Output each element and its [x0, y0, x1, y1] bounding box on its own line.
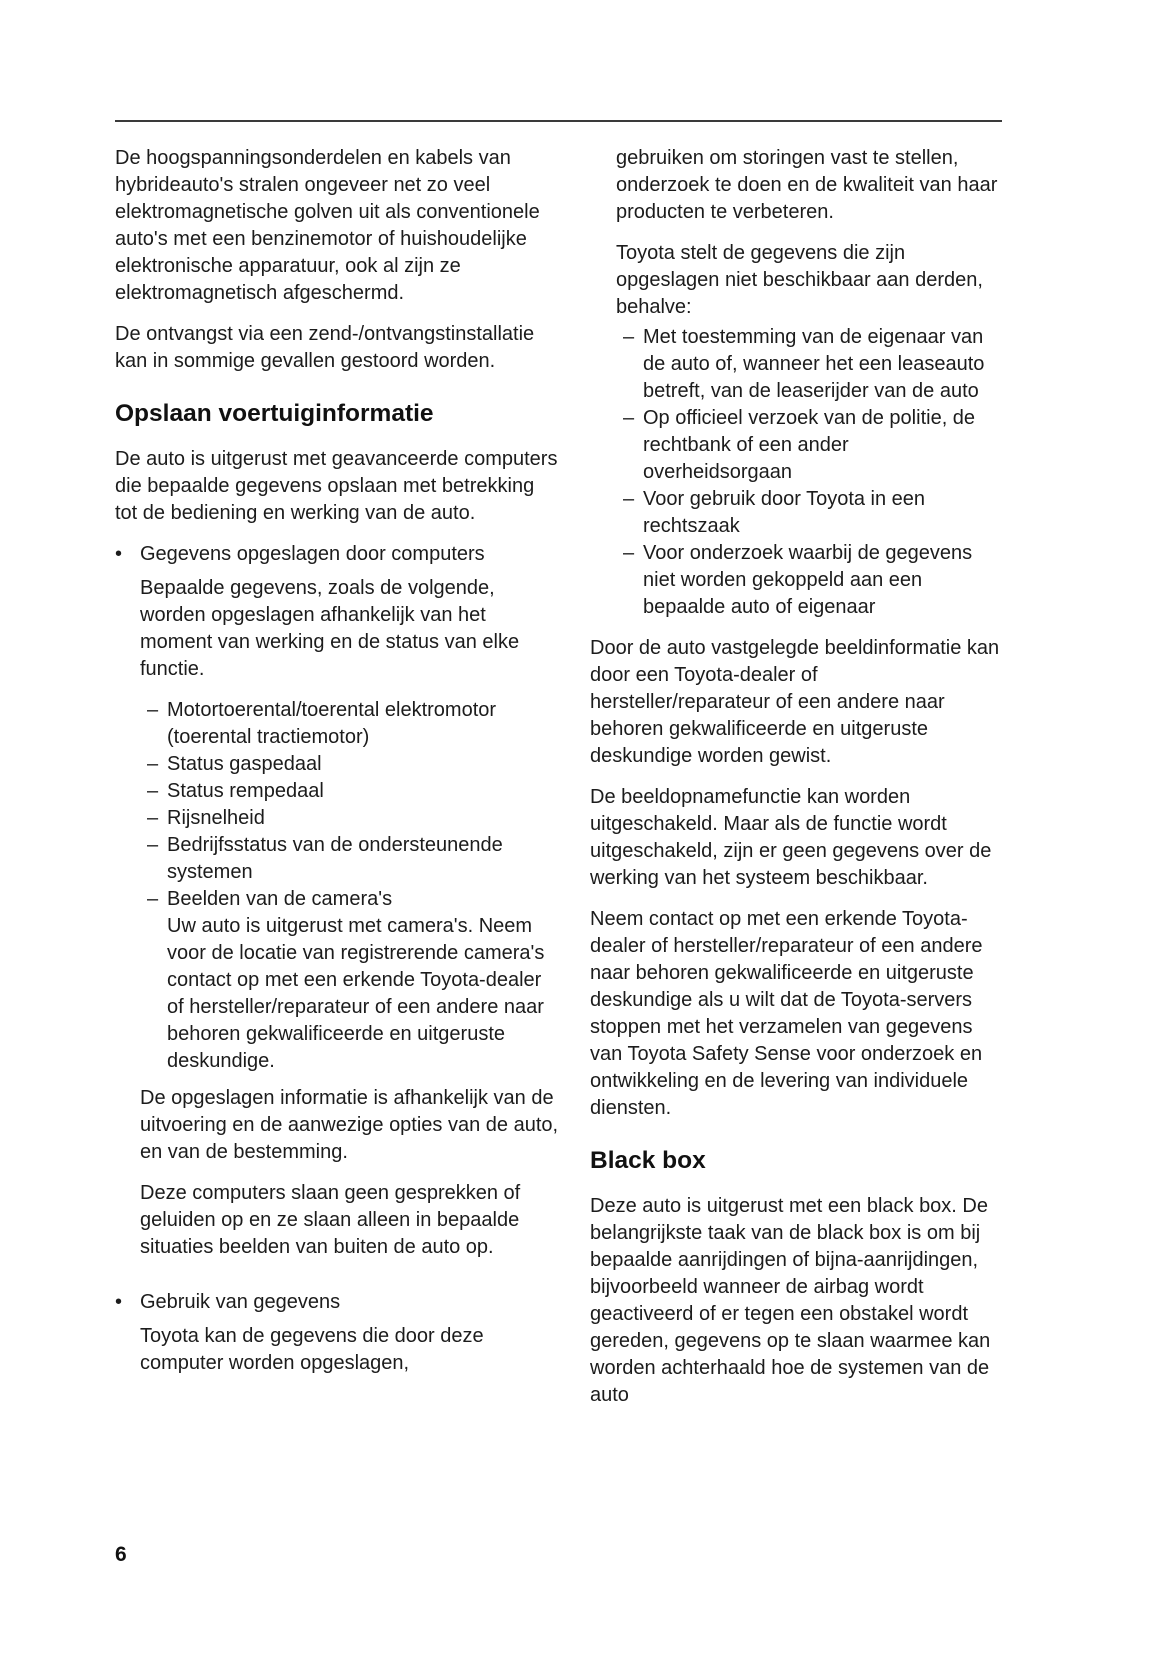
paragraph-contact: Neem contact op met een erkende Toyota-dealer of hersteller/reparateur of een andere naar behoren gekwalificeerde en uitgeruste deskundige als u wilt dat de Toyota-servers stoppen met het verzamelen van gegevens van Toyota Safety Sense voor onderzoek en ontwikkeling en de levering van individuele diensten.	[590, 908, 983, 1119]
dash-icon: –	[623, 407, 635, 429]
paragraph-reception: De ontvangst via een zend-/ontvangstinstallatie kan in sommige gevallen gestoord worden.	[115, 323, 535, 372]
paragraph-em-waves: De hoogspanningsonderdelen en kabels van hybrideauto's stralen ongeveer net zo veel elektromagnetische golven uit als conventionele auto's met een benzinemotor of huishoudelijke elektronische apparatuur, ook al zijn ze elektromagnetisch afgeschermd.	[115, 147, 540, 304]
bullet-icon: •	[115, 1291, 123, 1313]
dash-icon: –	[147, 834, 159, 856]
bullet-outro-1: De opgeslagen informatie is afhankelijk van de uitvoering en de aanwezige opties van de auto, en van de bestemming.	[140, 1087, 559, 1163]
list-item	[147, 778, 560, 805]
page-number: 6	[115, 1543, 127, 1566]
list-item	[147, 805, 560, 832]
dash-icon: –	[147, 807, 159, 829]
list-item-text: Voor gebruik door Toyota in een rechtszaak	[643, 488, 926, 537]
list-item-text: Bedrijfsstatus van de ondersteunende systemen	[167, 834, 503, 883]
list-item	[147, 751, 560, 778]
list-item	[623, 486, 1002, 540]
list-item-text: Status rempedaal	[167, 780, 324, 802]
dash-icon: –	[147, 699, 159, 721]
paragraph-third-parties: Toyota stelt de gegevens die zijn opgeslagen niet beschikbaar aan derden, behalve:	[616, 242, 983, 318]
right-column	[590, 145, 1002, 1423]
bullet-intro: Toyota kan de gegevens die door deze computer worden opgeslagen,	[140, 1325, 484, 1374]
list-item	[623, 405, 1002, 486]
list-item-text: Op officieel verzoek van de politie, de rechtbank of een ander overheidsorgaan	[643, 407, 976, 483]
bullet-outro-2: Deze computers slaan geen gesprekken of geluiden op en ze slaan alleen in bepaalde situaties beelden van buiten de auto op.	[140, 1182, 521, 1258]
paragraph-use-continued: gebruiken om storingen vast te stellen, onderzoek te doen en de kwaliteit van haar producten te verbeteren.	[616, 147, 998, 223]
bullet-intro: Bepaalde gegevens, zoals de volgende, worden opgeslagen afhankelijk van het moment van werking en de status van elke functie.	[140, 577, 520, 680]
list-item-text: Rijsnelheid	[167, 807, 265, 829]
paragraph-black-box: Deze auto is uitgerust met een black box. De belangrijkste taak van de black box is om bij bepaalde aanrijdingen of bijna-aanrijdingen, bijvoorbeeld wanneer de airbag wordt geactiveerd of er tegen een obstakel wordt gereden, gegevens op te slaan waarmee kan worden achterhaald hoe de systemen van de auto	[590, 1195, 991, 1406]
list-item	[147, 832, 560, 886]
bullet-item-data-stored	[115, 541, 560, 1275]
two-column-layout	[115, 145, 1002, 1423]
camera-note: Uw auto is uitgerust met camera's. Neem voor de locatie van registrerende camera's contact op met een erkende Toyota-dealer of hersteller/reparateur of een andere naar behoren gekwalificeerde en uitgeruste deskundige.	[167, 915, 545, 1072]
bullet-title: Gebruik van gegevens	[140, 1291, 341, 1313]
paragraph-recording-disable: De beeldopnamefunctie kan worden uitgeschakeld. Maar als de functie wordt uitgeschakeld, zijn er geen gegevens over de werking van het systeem beschikbaar.	[590, 786, 992, 889]
list-item-text: Beelden van de camera's	[167, 888, 393, 910]
manual-page-content	[115, 120, 1002, 1423]
bullet-title: Gegevens opgeslagen door computers	[140, 543, 485, 565]
section-heading-black-box: Black box	[590, 1147, 706, 1174]
paragraph-computers: De auto is uitgerust met geavanceerde computers die bepaalde gegevens opslaan met betrekking tot de bediening en werking van de auto.	[115, 448, 558, 524]
list-item-text: Status gaspedaal	[167, 753, 322, 775]
continued-bullet-content	[590, 145, 1002, 621]
list-item	[623, 540, 1002, 621]
bullet-body	[140, 1289, 560, 1391]
list-item	[147, 886, 560, 1075]
dash-icon: –	[623, 488, 635, 510]
header-rule	[115, 120, 1002, 122]
dash-list-stored-data	[140, 697, 560, 1075]
dash-icon: –	[623, 326, 635, 348]
list-item-camera	[167, 886, 560, 1075]
list-item	[623, 324, 1002, 405]
dash-icon: –	[147, 888, 159, 910]
list-item-text: Motortoerental/toerental elektromotor (toerental tractiemotor)	[167, 699, 497, 748]
dash-icon: –	[147, 780, 159, 802]
list-item-text: Voor onderzoek waarbij de gegevens niet worden gekoppeld aan een bepaalde auto of eigenaar	[643, 542, 973, 618]
section-heading-vehicle-info: Opslaan voertuiginformatie	[115, 400, 434, 427]
list-item-text: Met toestemming van de eigenaar van de auto of, wanneer het een leaseauto betreft, van de leaserijder van de auto	[643, 326, 985, 402]
bullet-body	[140, 541, 560, 1275]
list-item	[147, 697, 560, 751]
left-column	[115, 145, 560, 1423]
dash-icon: –	[623, 542, 635, 564]
bullet-item-data-use	[115, 1289, 560, 1391]
dash-icon: –	[147, 753, 159, 775]
paragraph-image-erase: Door de auto vastgelegde beeldinformatie kan door een Toyota-dealer of hersteller/reparateur of een andere naar behoren gekwalificeerde en uitgeruste deskundige worden gewist.	[590, 637, 1000, 767]
dash-list-exceptions	[616, 324, 1002, 621]
bullet-icon: •	[115, 543, 123, 565]
